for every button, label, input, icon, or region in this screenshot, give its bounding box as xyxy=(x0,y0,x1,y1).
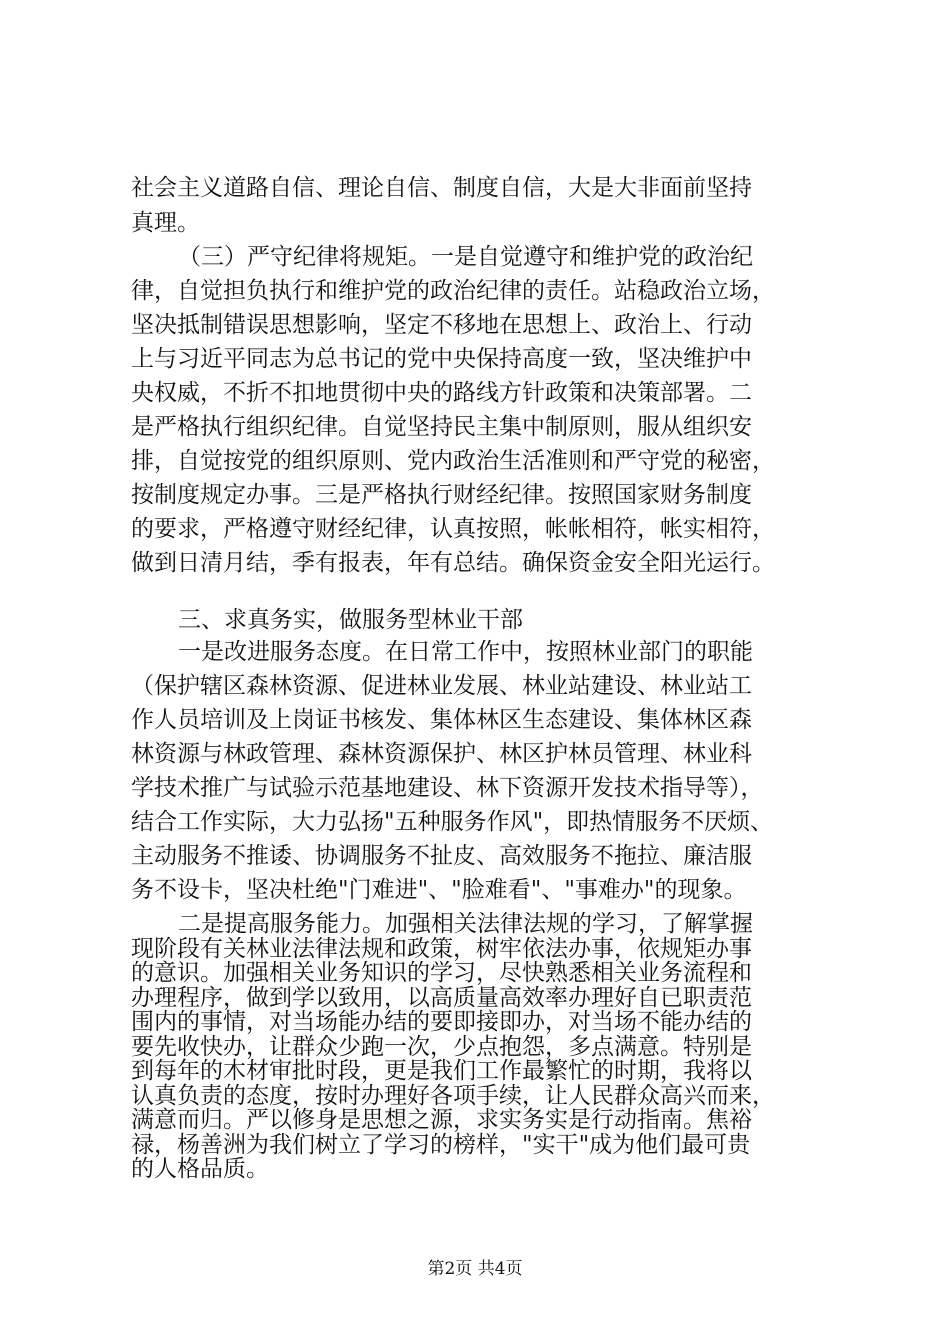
text-line: 央权威，不折不扣地贯彻中央的路线方针政策和决策部署。二 xyxy=(131,380,752,406)
text-line: 律，自觉担负执行和维护党的政治纪律的责任。站稳政治立场， xyxy=(131,278,775,304)
text-line: 二是提高服务能力。加强相关法律法规的学习，了解掌握 xyxy=(178,911,753,937)
text-line: 结合工作实际，大力弘扬"五种服务作风"，即热情服务不厌烦、 xyxy=(131,809,774,835)
text-line: （保护辖区森林资源、促进林业发展、林业站建设、林业站工 xyxy=(131,673,752,699)
text-line: 按制度规定办事。三是严格执行财经纪律。按照国家财务制度 xyxy=(131,482,752,508)
text-line: 现阶段有关林业法律法规和政策，树牢依法办事，依规矩办事 xyxy=(131,936,752,962)
text-line: 林资源与林政管理、森林资源保护、林区护林员管理、林业科 xyxy=(131,741,752,767)
text-line: 的意识。加强相关业务知识的学习，尽快熟悉相关业务流程和 xyxy=(131,960,752,986)
text-line: 排，自觉按党的组织原则、党内政治生活准则和严守党的秘密， xyxy=(131,448,775,474)
text-line: 的人格品质。 xyxy=(131,1156,269,1182)
text-line: 坚决抵制错误思想影响，坚定不移地在思想上、政治上、行动 xyxy=(131,312,752,338)
text-line: 学技术推广与试验示范基地建设、林下资源开发技术指导等）， xyxy=(131,775,764,801)
text-line: 主动服务不推诿、协调服务不扯皮、高效服务不拖拉、廉洁服 xyxy=(131,843,752,869)
text-line: （三）严守纪律将规矩。一是自觉遵守和维护党的政治纪 xyxy=(178,244,753,270)
page-number-footer: 第2页 共4页 xyxy=(427,1259,523,1279)
text-line: 到每年的木材审批时段，更是我们工作最繁忙的时期，我将以 xyxy=(131,1058,752,1084)
section-heading: 三、求真务实，做服务型林业干部 xyxy=(178,607,523,633)
text-line: 上与习近平同志为总书记的党中央保持高度一致，坚决维护中 xyxy=(131,346,752,372)
text-line: 禄，杨善洲为我们树立了学习的榜样，"实干"成为他们最可贵 xyxy=(131,1132,751,1158)
text-line: 的要求，严格遵守财经纪律，认真按照，帐帐相符，帐实相符， xyxy=(131,516,775,542)
text-line: 务不设卡，坚决杜绝"门难进"、"脸难看"、"事难办"的现象。 xyxy=(131,877,747,903)
text-line: 做到日清月结，季有报表，年有总结。确保资金安全阳光运行。 xyxy=(131,550,775,576)
text-line: 认真负责的态度，按时办理好各项手续，让人民群众高兴而来， xyxy=(131,1083,775,1109)
text-line: 要先收快办，让群众少跑一次，少点抱怨，多点满意。特别是 xyxy=(131,1034,752,1060)
text-line: 社会主义道路自信、理论自信、制度自信，大是大非面前坚持 xyxy=(131,175,752,201)
text-line: 办理程序，做到学以致用，以高质量高效率办理好自已职责范 xyxy=(131,985,752,1011)
text-line: 作人员培训及上岗证书核发、集体林区生态建设、集体林区森 xyxy=(131,707,752,733)
text-line: 一是改进服务态度。在日常工作中，按照林业部门的职能 xyxy=(178,639,753,665)
text-line: 是严格执行组织纪律。自觉坚持民主集中制原则，服从组织安 xyxy=(131,414,752,440)
text-line: 满意而归。严以修身是思想之源，求实务实是行动指南。焦裕 xyxy=(131,1107,752,1133)
text-line: 真理。 xyxy=(131,210,200,236)
text-line: 围内的事情，对当场能办结的要即接即办，对当场不能办结的 xyxy=(131,1009,752,1035)
